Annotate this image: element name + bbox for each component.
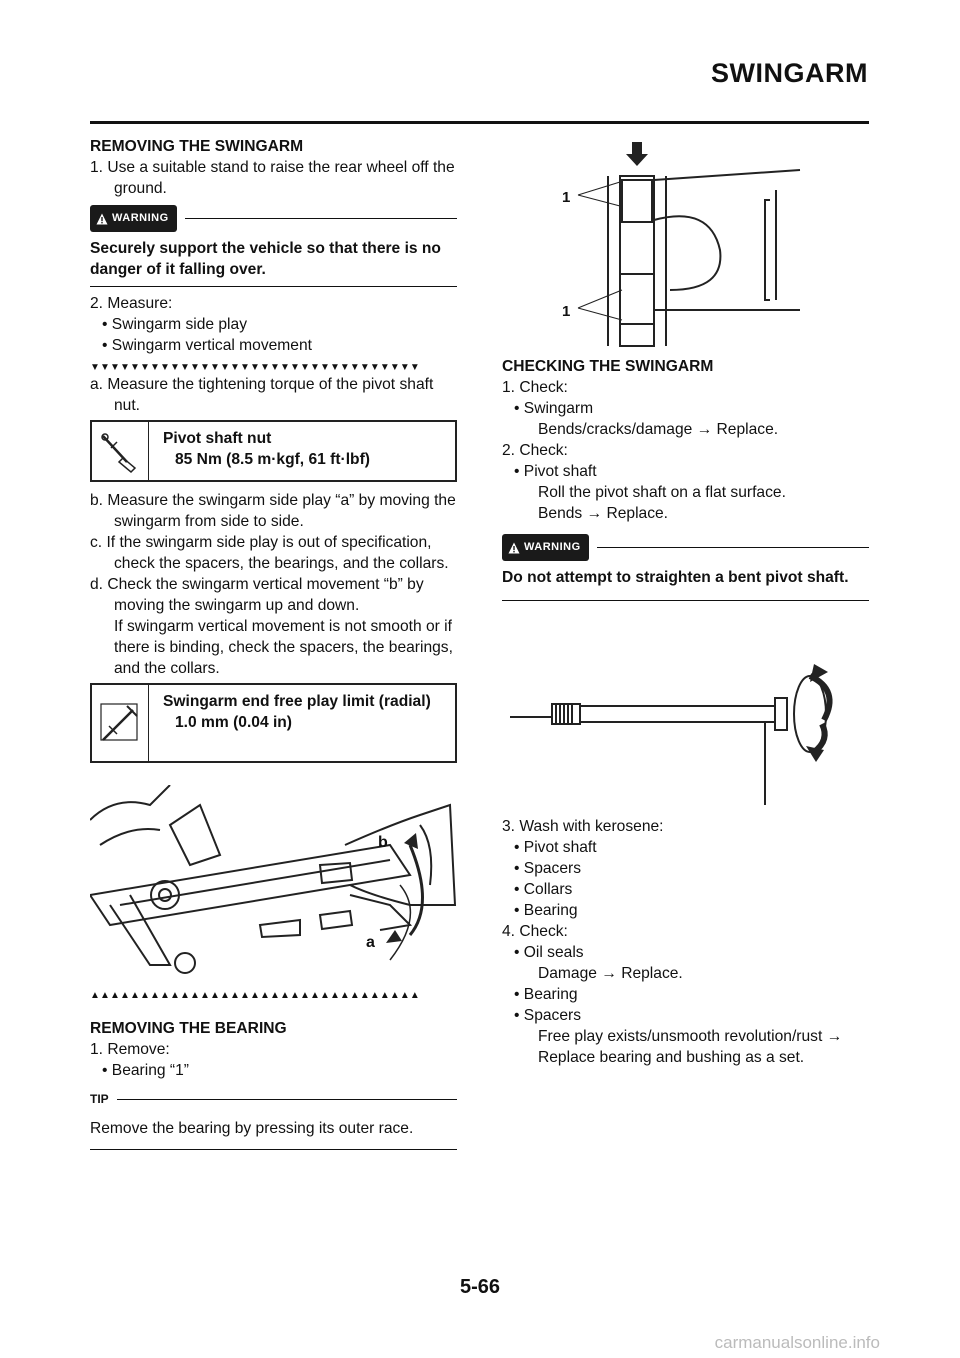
bullet-swingarm: • Swingarm: [514, 400, 594, 417]
right-column-lower: [502, 816, 869, 1068]
section-heading-checking-swingarm: CHECKING THE SWINGARM: [502, 358, 714, 375]
spec-free-play-value: 1.0 mm (0.04 in): [175, 714, 292, 731]
wash-bullet-spacers: • Spacers: [514, 860, 581, 877]
check-bullet-bearing: • Bearing: [514, 986, 578, 1003]
tip-header: [90, 1089, 457, 1110]
warning-text-2: Do not attempt to straighten a bent pivot shaft.: [502, 561, 869, 601]
step-2: 2. Measure:: [90, 295, 173, 312]
wash-bullet-bearing: • Bearing: [514, 902, 578, 919]
step-1: 1. Use a suitable stand to raise the rear wheel off the ground.: [90, 159, 455, 197]
bearing-illustration: [560, 140, 810, 350]
pivot-shaft-illustration: [510, 660, 840, 810]
spec-box-torque: [90, 420, 457, 482]
step-d-note: If swingarm vertical movement is not smooth or if there is binding, check the spacers, the bearings, and the collars.: [114, 618, 453, 677]
fig-label-a: a: [366, 934, 375, 951]
torque-wrench-icon: [92, 422, 149, 480]
step-c: c. If the swingarm side play is out of specification, check the spacers, the bearings, and the collars.: [90, 534, 449, 572]
oil-seals-result: Damage → Replace.: [538, 965, 683, 982]
warning-label-2: WARNING: [524, 541, 581, 553]
watermark: carmanualsonline.info: [714, 1333, 880, 1352]
check-bullet-oil-seals: • Oil seals: [514, 944, 584, 961]
spec-torque-title: Pivot shaft nut: [163, 430, 272, 447]
check-step-2: 2. Check:: [502, 442, 568, 459]
section-heading-removing-swingarm: REMOVING THE SWINGARM: [90, 138, 304, 155]
bearing-step-1: 1. Remove:: [90, 1041, 170, 1058]
page-title: SWINGARM: [711, 58, 868, 88]
fig-label-1-lower: 1: [562, 303, 571, 320]
procedure-end-marker: ▲▲▲▲▲▲▲▲▲▲▲▲▲▲▲▲▲▲▲▲▲▲▲▲▲▲▲▲▲▲▲▲▲: [90, 990, 420, 1001]
procedure-start-marker: ▼▼▼▼▼▼▼▼▼▼▼▼▼▼▼▼▼▼▼▼▼▼▼▼▼▼▼▼▼▼▼▼▼: [90, 362, 420, 373]
spacers-result-line1: Free play exists/unsmooth revolution/rust →: [538, 1028, 843, 1045]
bullet-pivot-shaft: • Pivot shaft: [514, 463, 597, 480]
spec-torque-value: 85 Nm (8.5 m·kgf, 61 ft·lbf): [175, 451, 370, 468]
warning-badge: [90, 205, 177, 232]
warning-rule-2: [597, 547, 869, 549]
warning-text: Securely support the vehicle so that there is no danger of it falling over.: [90, 232, 457, 287]
caliper-icon: [92, 685, 149, 761]
pivot-shaft-instruction: Roll the pivot shaft on a flat surface.: [538, 484, 786, 501]
warning-icon: [508, 542, 520, 554]
spacers-result-line2: Replace bearing and bushing as a set.: [538, 1049, 805, 1066]
warning-badge-2: [502, 534, 589, 561]
swingarm-check-result: Bends/cracks/damage → Replace.: [538, 421, 779, 438]
warning-header: [90, 205, 457, 232]
warning-icon: [96, 213, 108, 225]
header-rule: [90, 121, 869, 124]
tip-text: Remove the bearing by pressing its outer race.: [90, 1110, 457, 1150]
step-d: d. Check the swingarm vertical movement “b” by moving the swingarm up and down.: [90, 576, 424, 614]
tip-label: TIP: [90, 1092, 109, 1106]
check-bullet-spacers: • Spacers: [514, 1007, 581, 1024]
page-number: 5-66: [459, 1276, 501, 1298]
bullet-side-play: • Swingarm side play: [102, 316, 247, 333]
bullet-vertical-movement: • Swingarm vertical movement: [102, 337, 312, 354]
bullet-bearing: • Bearing “1”: [102, 1062, 189, 1079]
pivot-shaft-result: Bends → Replace.: [538, 505, 669, 522]
step-b: b. Measure the swingarm side play “a” by moving the swingarm from side to side.: [90, 492, 456, 530]
wash-step-3: 3. Wash with kerosene:: [502, 818, 664, 835]
check-step-1: 1. Check:: [502, 379, 568, 396]
wash-bullet-collars: • Collars: [514, 881, 573, 898]
swingarm-play-illustration: [90, 785, 460, 980]
spec-box-free-play: [90, 683, 457, 763]
warning-rule: [185, 218, 457, 220]
warning-label: WARNING: [112, 212, 169, 224]
fig-label-1-upper: 1: [562, 189, 571, 206]
check-step-4: 4. Check:: [502, 923, 568, 940]
warning-header-2: [502, 534, 869, 561]
wash-bullet-pivot-shaft: • Pivot shaft: [514, 839, 597, 856]
section-heading-removing-bearing: REMOVING THE BEARING: [90, 1020, 287, 1037]
right-column: [502, 356, 869, 601]
left-column-lower: [90, 990, 457, 1150]
fig-label-b: b: [378, 834, 388, 851]
spec-free-play-title: Swingarm end free play limit (radial): [163, 693, 431, 710]
step-a: a. Measure the tightening torque of the pivot shaft nut.: [90, 376, 434, 414]
left-column: [90, 136, 457, 767]
tip-rule: [117, 1099, 457, 1100]
